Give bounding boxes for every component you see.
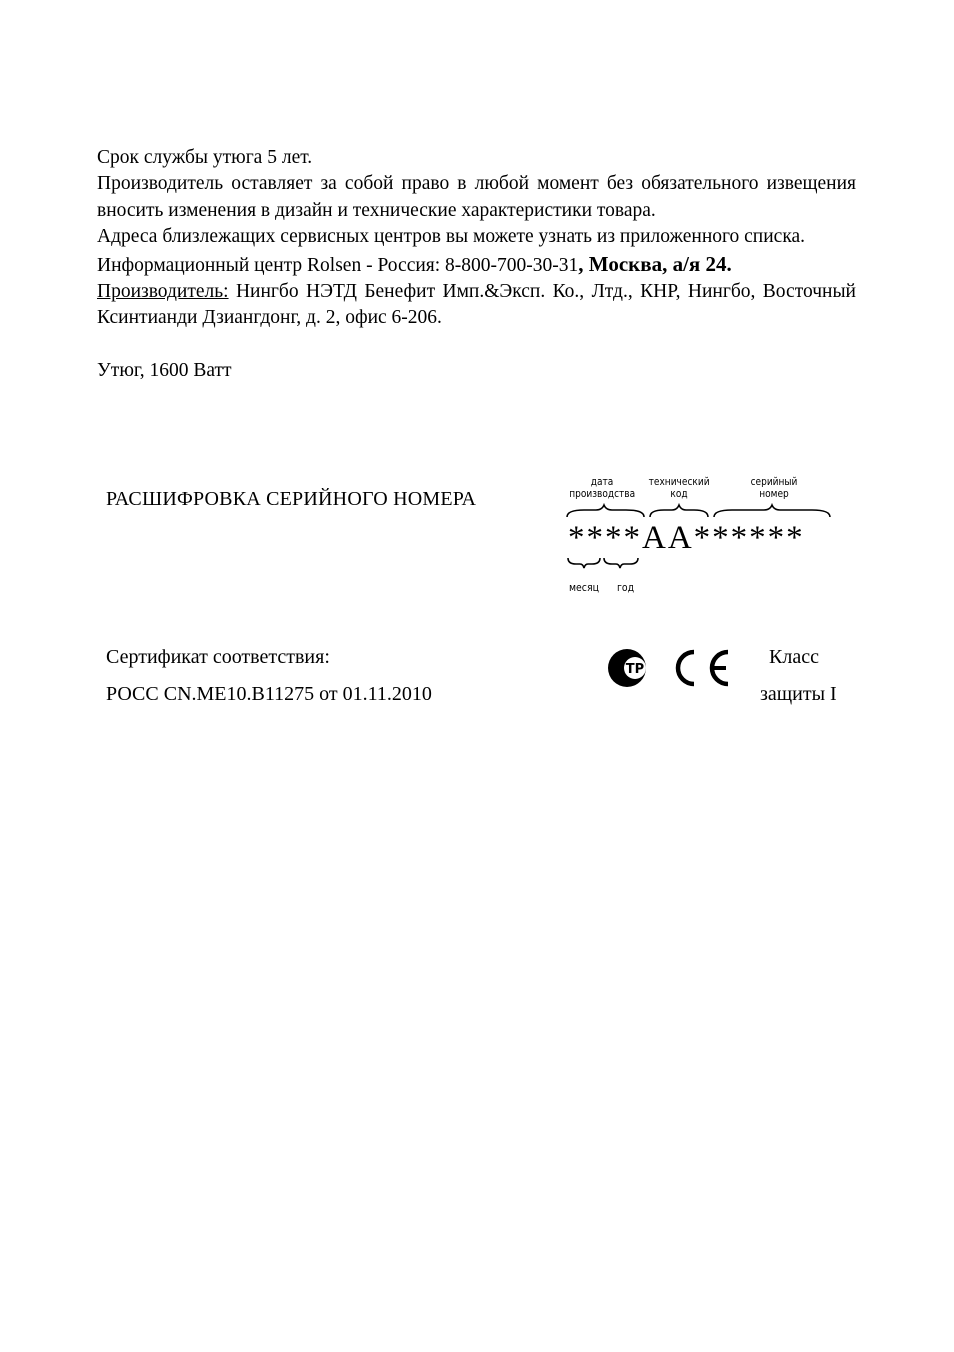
manufacturer-text: Нингбо НЭТД Бенефит Имп.&Эксп. Ко., Лтд., КНР, Нингбо, Восточный Ксинтианди Дзиангдонг, д. 2, офис 6-206. [97, 281, 856, 329]
serial-code: ****AA****** [568, 520, 805, 556]
info-center-text: Информационный центр Rolsen - Россия: 8-800-700-30-31 [97, 254, 579, 276]
label-tech-code: технический код [648, 475, 710, 500]
label-year: год [617, 581, 635, 594]
ce-mark-icon [606, 646, 736, 690]
info-center-line [97, 251, 856, 279]
serial-diagram [560, 474, 850, 604]
serial-decoding-title: РАСШИФРОВКА СЕРИЙНОГО НОМЕРА [106, 488, 477, 510]
label-serial-number: серийный номер [750, 475, 798, 500]
label-month: месяц [569, 581, 599, 594]
product-name: Утюг, 1600 Ватт [97, 359, 232, 381]
reserve-rights-text: Производитель оставляет за собой право в любой момент без обязательного извещения вносить изменения в дизайн и технические характеристики товара. [97, 173, 856, 221]
protection-class-line1: Класс [769, 646, 819, 668]
conformity-marks [606, 646, 736, 690]
label-production-date: дата производства [569, 475, 636, 500]
service-centers-text: Адреса близлежащих сервисных центров вы можете узнать из приложенного списка. [97, 226, 806, 248]
info-center-address: , Москва, а/я 24. [578, 251, 732, 276]
manufacturer-paragraph [97, 279, 856, 332]
manufacturer-label: Производитель: [97, 281, 229, 303]
main-text-block [97, 145, 856, 384]
protection-class-line2: защиты I [760, 683, 837, 705]
rst-mark-letters: ТР [625, 662, 645, 677]
certificate-number: РОСС CN.ME10.B11275 от 01.11.2010 [106, 683, 432, 705]
service-life-text: Срок службы утюга 5 лет. [97, 147, 313, 168]
certificate-label: Сертификат соответствия: [106, 646, 330, 668]
